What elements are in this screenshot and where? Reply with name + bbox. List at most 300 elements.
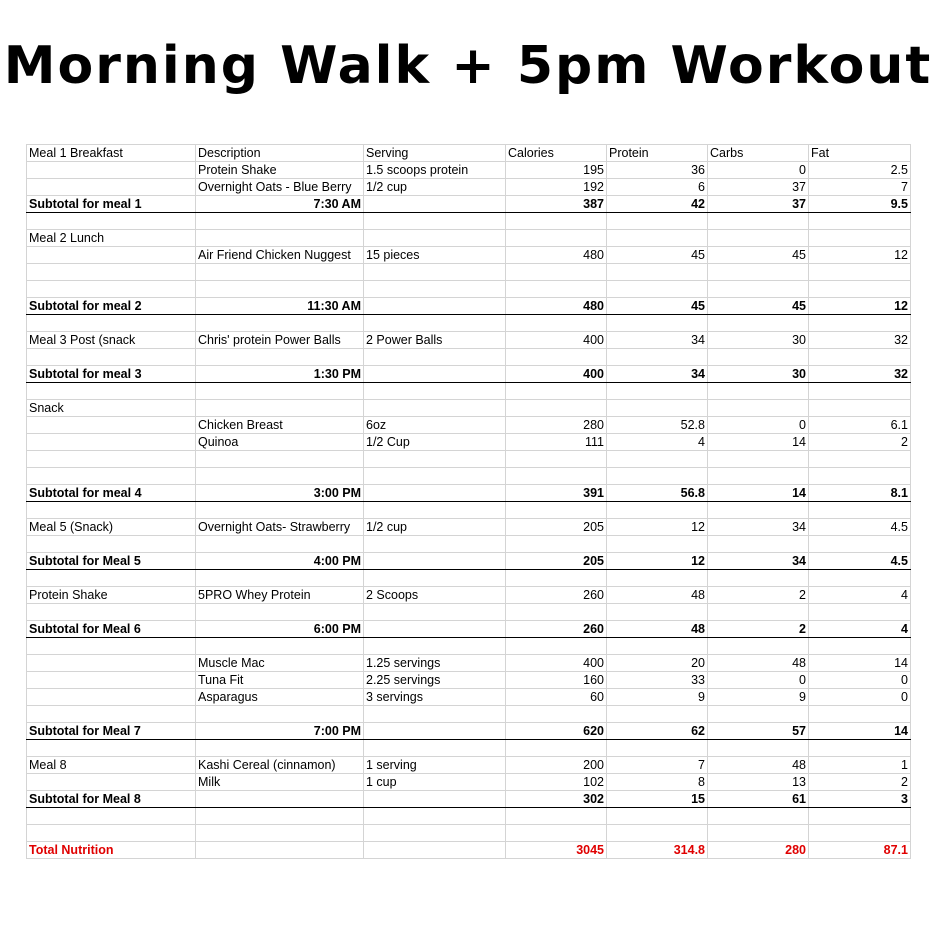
protein-cell[interactable] bbox=[607, 281, 708, 298]
meal-cell[interactable] bbox=[27, 706, 196, 723]
carbs-cell[interactable] bbox=[708, 213, 809, 230]
fat-cell[interactable] bbox=[809, 502, 911, 519]
description-cell[interactable]: 11:30 AM bbox=[196, 298, 364, 315]
calories-cell[interactable]: 480 bbox=[506, 247, 607, 264]
meal-cell[interactable] bbox=[27, 672, 196, 689]
header-cell-serving[interactable]: Serving bbox=[364, 145, 506, 162]
description-cell[interactable]: Chris' protein Power Balls bbox=[196, 332, 364, 349]
calories-cell[interactable]: 400 bbox=[506, 655, 607, 672]
meal-cell[interactable]: Subtotal for Meal 6 bbox=[27, 621, 196, 638]
fat-cell[interactable] bbox=[809, 451, 911, 468]
meal-cell[interactable] bbox=[27, 434, 196, 451]
carbs-cell[interactable] bbox=[708, 502, 809, 519]
meal-cell[interactable]: Protein Shake bbox=[27, 587, 196, 604]
fat-cell[interactable]: 14 bbox=[809, 655, 911, 672]
meal-cell[interactable] bbox=[27, 281, 196, 298]
meal-cell[interactable] bbox=[27, 213, 196, 230]
meal-cell[interactable]: Meal 5 (Snack) bbox=[27, 519, 196, 536]
fat-cell[interactable] bbox=[809, 213, 911, 230]
table-row bbox=[27, 825, 911, 842]
meal-cell[interactable]: Subtotal for Meal 7 bbox=[27, 723, 196, 740]
description-cell[interactable]: Kashi Cereal (cinnamon) bbox=[196, 757, 364, 774]
meal-cell[interactable]: Meal 8 bbox=[27, 757, 196, 774]
carbs-cell[interactable] bbox=[708, 706, 809, 723]
fat-cell[interactable] bbox=[809, 570, 911, 587]
fat-cell[interactable]: 2 bbox=[809, 774, 911, 791]
calories-cell[interactable] bbox=[506, 264, 607, 281]
calories-cell[interactable]: 391 bbox=[506, 485, 607, 502]
serving-cell[interactable]: 1/2 Cup bbox=[364, 434, 506, 451]
fat-cell[interactable] bbox=[809, 230, 911, 247]
serving-cell[interactable]: 1.5 scoops protein bbox=[364, 162, 506, 179]
description-cell[interactable] bbox=[196, 808, 364, 825]
protein-cell[interactable] bbox=[607, 706, 708, 723]
serving-cell[interactable] bbox=[364, 536, 506, 553]
meal-cell[interactable]: Snack bbox=[27, 400, 196, 417]
calories-cell[interactable]: 387 bbox=[506, 196, 607, 213]
calories-cell[interactable]: 302 bbox=[506, 791, 607, 808]
description-cell[interactable] bbox=[196, 536, 364, 553]
serving-cell[interactable] bbox=[364, 230, 506, 247]
calories-cell[interactable] bbox=[506, 213, 607, 230]
protein-cell[interactable]: 6 bbox=[607, 179, 708, 196]
protein-cell[interactable]: 8 bbox=[607, 774, 708, 791]
protein-cell[interactable] bbox=[607, 740, 708, 757]
calories-cell[interactable]: 205 bbox=[506, 553, 607, 570]
carbs-cell[interactable] bbox=[708, 230, 809, 247]
calories-cell[interactable]: 205 bbox=[506, 519, 607, 536]
description-cell[interactable]: 7:00 PM bbox=[196, 723, 364, 740]
serving-cell[interactable] bbox=[364, 383, 506, 400]
protein-cell[interactable]: 34 bbox=[607, 332, 708, 349]
meal-cell[interactable] bbox=[27, 383, 196, 400]
meal-cell[interactable] bbox=[27, 349, 196, 366]
carbs-cell[interactable]: 48 bbox=[708, 757, 809, 774]
serving-cell[interactable]: 1.25 servings bbox=[364, 655, 506, 672]
fat-cell[interactable] bbox=[809, 468, 911, 485]
serving-cell[interactable] bbox=[364, 264, 506, 281]
protein-cell[interactable] bbox=[607, 349, 708, 366]
description-cell[interactable] bbox=[196, 502, 364, 519]
description-cell[interactable] bbox=[196, 315, 364, 332]
protein-cell[interactable] bbox=[607, 400, 708, 417]
serving-cell[interactable] bbox=[364, 349, 506, 366]
calories-cell[interactable] bbox=[506, 281, 607, 298]
meal-cell[interactable]: Subtotal for meal 2 bbox=[27, 298, 196, 315]
serving-cell[interactable]: 3 servings bbox=[364, 689, 506, 706]
protein-cell[interactable] bbox=[607, 502, 708, 519]
description-cell[interactable]: Muscle Mac bbox=[196, 655, 364, 672]
protein-cell[interactable]: 4 bbox=[607, 434, 708, 451]
fat-cell[interactable] bbox=[809, 264, 911, 281]
protein-cell[interactable]: 20 bbox=[607, 655, 708, 672]
fat-cell[interactable]: 2 bbox=[809, 434, 911, 451]
serving-cell[interactable]: 1 serving bbox=[364, 757, 506, 774]
protein-cell[interactable]: 62 bbox=[607, 723, 708, 740]
fat-cell[interactable]: 32 bbox=[809, 366, 911, 383]
header-cell-calories[interactable]: Calories bbox=[506, 145, 607, 162]
carbs-cell[interactable]: 37 bbox=[708, 179, 809, 196]
fat-cell[interactable] bbox=[809, 281, 911, 298]
serving-cell[interactable] bbox=[364, 570, 506, 587]
protein-cell[interactable]: 7 bbox=[607, 757, 708, 774]
description-cell[interactable] bbox=[196, 740, 364, 757]
serving-cell[interactable] bbox=[364, 400, 506, 417]
fat-cell[interactable]: 14 bbox=[809, 723, 911, 740]
description-cell[interactable] bbox=[196, 281, 364, 298]
protein-cell[interactable] bbox=[607, 604, 708, 621]
meal-cell[interactable] bbox=[27, 638, 196, 655]
carbs-cell[interactable]: 61 bbox=[708, 791, 809, 808]
description-cell[interactable]: 5PRO Whey Protein bbox=[196, 587, 364, 604]
calories-cell[interactable]: 480 bbox=[506, 298, 607, 315]
carbs-cell[interactable]: 30 bbox=[708, 332, 809, 349]
serving-cell[interactable] bbox=[364, 604, 506, 621]
carbs-cell[interactable]: 0 bbox=[708, 417, 809, 434]
fat-cell[interactable] bbox=[809, 638, 911, 655]
meal-cell[interactable] bbox=[27, 162, 196, 179]
protein-cell[interactable]: 45 bbox=[607, 247, 708, 264]
calories-cell[interactable]: 160 bbox=[506, 672, 607, 689]
calories-cell[interactable] bbox=[506, 740, 607, 757]
fat-cell[interactable] bbox=[809, 604, 911, 621]
description-cell[interactable]: Overnight Oats- Strawberry bbox=[196, 519, 364, 536]
fat-cell[interactable]: 7 bbox=[809, 179, 911, 196]
serving-cell[interactable]: 1/2 cup bbox=[364, 179, 506, 196]
carbs-cell[interactable] bbox=[708, 468, 809, 485]
serving-cell[interactable] bbox=[364, 706, 506, 723]
meal-cell[interactable]: Subtotal for meal 4 bbox=[27, 485, 196, 502]
fat-cell[interactable]: 87.1 bbox=[809, 842, 911, 859]
description-cell[interactable] bbox=[196, 349, 364, 366]
protein-cell[interactable] bbox=[607, 825, 708, 842]
protein-cell[interactable]: 12 bbox=[607, 553, 708, 570]
fat-cell[interactable] bbox=[809, 808, 911, 825]
calories-cell[interactable] bbox=[506, 451, 607, 468]
serving-cell[interactable]: 2.25 servings bbox=[364, 672, 506, 689]
description-cell[interactable] bbox=[196, 638, 364, 655]
carbs-cell[interactable]: 2 bbox=[708, 587, 809, 604]
fat-cell[interactable]: 0 bbox=[809, 689, 911, 706]
meal-cell[interactable]: Subtotal for meal 1 bbox=[27, 196, 196, 213]
calories-cell[interactable]: 400 bbox=[506, 332, 607, 349]
meal-cell[interactable]: Meal 2 Lunch bbox=[27, 230, 196, 247]
fat-cell[interactable] bbox=[809, 706, 911, 723]
protein-cell[interactable]: 9 bbox=[607, 689, 708, 706]
meal-cell[interactable]: Subtotal for Meal 8 bbox=[27, 791, 196, 808]
calories-cell[interactable]: 260 bbox=[506, 621, 607, 638]
serving-cell[interactable] bbox=[364, 213, 506, 230]
meal-cell[interactable]: Subtotal for Meal 5 bbox=[27, 553, 196, 570]
serving-cell[interactable] bbox=[364, 315, 506, 332]
calories-cell[interactable] bbox=[506, 604, 607, 621]
carbs-cell[interactable]: 45 bbox=[708, 247, 809, 264]
carbs-cell[interactable] bbox=[708, 400, 809, 417]
protein-cell[interactable] bbox=[607, 570, 708, 587]
calories-cell[interactable] bbox=[506, 808, 607, 825]
carbs-cell[interactable] bbox=[708, 808, 809, 825]
calories-cell[interactable] bbox=[506, 502, 607, 519]
meal-cell[interactable] bbox=[27, 315, 196, 332]
subtotal-row bbox=[27, 196, 911, 213]
fat-cell[interactable]: 4 bbox=[809, 621, 911, 638]
carbs-cell[interactable]: 34 bbox=[708, 553, 809, 570]
description-cell[interactable]: 3:00 PM bbox=[196, 485, 364, 502]
description-cell[interactable] bbox=[196, 468, 364, 485]
fat-cell[interactable]: 3 bbox=[809, 791, 911, 808]
carbs-cell[interactable] bbox=[708, 349, 809, 366]
fat-cell[interactable] bbox=[809, 400, 911, 417]
meal-cell[interactable] bbox=[27, 264, 196, 281]
description-cell[interactable] bbox=[196, 264, 364, 281]
serving-cell[interactable] bbox=[364, 621, 506, 638]
calories-cell[interactable] bbox=[506, 315, 607, 332]
carbs-cell[interactable]: 57 bbox=[708, 723, 809, 740]
serving-cell[interactable] bbox=[364, 808, 506, 825]
table-row bbox=[27, 247, 911, 264]
calories-cell[interactable]: 102 bbox=[506, 774, 607, 791]
carbs-cell[interactable]: 0 bbox=[708, 162, 809, 179]
description-cell[interactable] bbox=[196, 400, 364, 417]
calories-cell[interactable] bbox=[506, 570, 607, 587]
serving-cell[interactable]: 2 Scoops bbox=[364, 587, 506, 604]
fat-cell[interactable] bbox=[809, 825, 911, 842]
protein-cell[interactable]: 42 bbox=[607, 196, 708, 213]
description-cell[interactable] bbox=[196, 570, 364, 587]
calories-cell[interactable]: 260 bbox=[506, 587, 607, 604]
serving-cell[interactable] bbox=[364, 638, 506, 655]
fat-cell[interactable]: 12 bbox=[809, 247, 911, 264]
description-cell[interactable]: 1:30 PM bbox=[196, 366, 364, 383]
calories-cell[interactable] bbox=[506, 536, 607, 553]
carbs-cell[interactable] bbox=[708, 264, 809, 281]
calories-cell[interactable]: 200 bbox=[506, 757, 607, 774]
description-cell[interactable] bbox=[196, 825, 364, 842]
fat-cell[interactable] bbox=[809, 383, 911, 400]
description-cell[interactable] bbox=[196, 791, 364, 808]
carbs-cell[interactable] bbox=[708, 383, 809, 400]
total-row bbox=[27, 842, 911, 859]
protein-cell[interactable] bbox=[607, 213, 708, 230]
description-cell[interactable] bbox=[196, 451, 364, 468]
description-cell[interactable] bbox=[196, 604, 364, 621]
carbs-cell[interactable]: 45 bbox=[708, 298, 809, 315]
serving-cell[interactable] bbox=[364, 723, 506, 740]
serving-cell[interactable] bbox=[364, 468, 506, 485]
protein-cell[interactable]: 52.8 bbox=[607, 417, 708, 434]
carbs-cell[interactable] bbox=[708, 604, 809, 621]
meal-cell[interactable] bbox=[27, 774, 196, 791]
header-cell-fat[interactable]: Fat bbox=[809, 145, 911, 162]
calories-cell[interactable]: 60 bbox=[506, 689, 607, 706]
calories-cell[interactable] bbox=[506, 706, 607, 723]
meal-cell[interactable] bbox=[27, 808, 196, 825]
calories-cell[interactable]: 195 bbox=[506, 162, 607, 179]
serving-cell[interactable]: 1/2 cup bbox=[364, 519, 506, 536]
fat-cell[interactable]: 32 bbox=[809, 332, 911, 349]
protein-cell[interactable] bbox=[607, 451, 708, 468]
carbs-cell[interactable]: 0 bbox=[708, 672, 809, 689]
fat-cell[interactable]: 8.1 bbox=[809, 485, 911, 502]
carbs-cell[interactable]: 30 bbox=[708, 366, 809, 383]
calories-cell[interactable]: 3045 bbox=[506, 842, 607, 859]
protein-cell[interactable]: 56.8 bbox=[607, 485, 708, 502]
carbs-cell[interactable]: 48 bbox=[708, 655, 809, 672]
fat-cell[interactable] bbox=[809, 536, 911, 553]
meal-cell[interactable] bbox=[27, 451, 196, 468]
meal-cell[interactable]: Total Nutrition bbox=[27, 842, 196, 859]
description-cell[interactable]: Milk bbox=[196, 774, 364, 791]
description-cell[interactable]: Tuna Fit bbox=[196, 672, 364, 689]
meal-cell[interactable] bbox=[27, 417, 196, 434]
fat-cell[interactable]: 12 bbox=[809, 298, 911, 315]
calories-cell[interactable] bbox=[506, 230, 607, 247]
serving-cell[interactable] bbox=[364, 740, 506, 757]
carbs-cell[interactable]: 37 bbox=[708, 196, 809, 213]
description-cell[interactable]: 7:30 AM bbox=[196, 196, 364, 213]
protein-cell[interactable] bbox=[607, 383, 708, 400]
carbs-cell[interactable]: 34 bbox=[708, 519, 809, 536]
description-cell[interactable]: Quinoa bbox=[196, 434, 364, 451]
meal-cell[interactable] bbox=[27, 247, 196, 264]
serving-cell[interactable] bbox=[364, 451, 506, 468]
protein-cell[interactable]: 48 bbox=[607, 587, 708, 604]
description-cell[interactable] bbox=[196, 230, 364, 247]
meal-cell[interactable] bbox=[27, 740, 196, 757]
protein-cell[interactable] bbox=[607, 315, 708, 332]
calories-cell[interactable]: 192 bbox=[506, 179, 607, 196]
meal-cell[interactable] bbox=[27, 536, 196, 553]
protein-cell[interactable] bbox=[607, 468, 708, 485]
protein-cell[interactable] bbox=[607, 264, 708, 281]
serving-cell[interactable] bbox=[364, 553, 506, 570]
protein-cell[interactable]: 45 bbox=[607, 298, 708, 315]
description-cell[interactable] bbox=[196, 842, 364, 859]
protein-cell[interactable] bbox=[607, 230, 708, 247]
meal-cell[interactable] bbox=[27, 502, 196, 519]
serving-cell[interactable] bbox=[364, 502, 506, 519]
carbs-cell[interactable] bbox=[708, 570, 809, 587]
fat-cell[interactable]: 4 bbox=[809, 587, 911, 604]
carbs-cell[interactable]: 13 bbox=[708, 774, 809, 791]
calories-cell[interactable] bbox=[506, 468, 607, 485]
fat-cell[interactable]: 2.5 bbox=[809, 162, 911, 179]
meal-cell[interactable] bbox=[27, 825, 196, 842]
meal-cell[interactable]: Subtotal for meal 3 bbox=[27, 366, 196, 383]
carbs-cell[interactable] bbox=[708, 740, 809, 757]
protein-cell[interactable]: 15 bbox=[607, 791, 708, 808]
serving-cell[interactable] bbox=[364, 825, 506, 842]
carbs-cell[interactable] bbox=[708, 315, 809, 332]
serving-cell[interactable] bbox=[364, 485, 506, 502]
header-cell-carbs[interactable]: Carbs bbox=[708, 145, 809, 162]
protein-cell[interactable] bbox=[607, 536, 708, 553]
description-cell[interactable] bbox=[196, 706, 364, 723]
protein-cell[interactable]: 314.8 bbox=[607, 842, 708, 859]
meal-cell[interactable] bbox=[27, 570, 196, 587]
meal-cell[interactable] bbox=[27, 689, 196, 706]
fat-cell[interactable]: 1 bbox=[809, 757, 911, 774]
serving-cell[interactable] bbox=[364, 281, 506, 298]
description-cell[interactable]: 6:00 PM bbox=[196, 621, 364, 638]
header-cell-description[interactable]: Description bbox=[196, 145, 364, 162]
fat-cell[interactable] bbox=[809, 315, 911, 332]
carbs-cell[interactable]: 280 bbox=[708, 842, 809, 859]
carbs-cell[interactable] bbox=[708, 451, 809, 468]
meal-cell[interactable]: Meal 3 Post (snack bbox=[27, 332, 196, 349]
serving-cell[interactable] bbox=[364, 196, 506, 213]
carbs-cell[interactable] bbox=[708, 536, 809, 553]
calories-cell[interactable]: 280 bbox=[506, 417, 607, 434]
subtotal-row bbox=[27, 621, 911, 638]
description-cell[interactable]: Chicken Breast bbox=[196, 417, 364, 434]
serving-cell[interactable] bbox=[364, 366, 506, 383]
calories-cell[interactable]: 400 bbox=[506, 366, 607, 383]
description-cell[interactable]: 4:00 PM bbox=[196, 553, 364, 570]
calories-cell[interactable] bbox=[506, 638, 607, 655]
description-cell[interactable]: Air Friend Chicken Nuggest bbox=[196, 247, 364, 264]
protein-cell[interactable]: 33 bbox=[607, 672, 708, 689]
protein-cell[interactable]: 12 bbox=[607, 519, 708, 536]
calories-cell[interactable]: 111 bbox=[506, 434, 607, 451]
serving-cell[interactable]: 2 Power Balls bbox=[364, 332, 506, 349]
serving-cell[interactable]: 15 pieces bbox=[364, 247, 506, 264]
carbs-cell[interactable]: 14 bbox=[708, 434, 809, 451]
header-cell-meal[interactable]: Meal 1 Breakfast bbox=[27, 145, 196, 162]
carbs-cell[interactable]: 9 bbox=[708, 689, 809, 706]
protein-cell[interactable] bbox=[607, 638, 708, 655]
carbs-cell[interactable] bbox=[708, 281, 809, 298]
fat-cell[interactable] bbox=[809, 740, 911, 757]
carbs-cell[interactable]: 14 bbox=[708, 485, 809, 502]
description-cell[interactable]: Asparagus bbox=[196, 689, 364, 706]
description-cell[interactable] bbox=[196, 383, 364, 400]
serving-cell[interactable] bbox=[364, 842, 506, 859]
protein-cell[interactable]: 48 bbox=[607, 621, 708, 638]
calories-cell[interactable] bbox=[506, 383, 607, 400]
protein-cell[interactable]: 34 bbox=[607, 366, 708, 383]
meal-cell[interactable] bbox=[27, 468, 196, 485]
serving-cell[interactable] bbox=[364, 298, 506, 315]
fat-cell[interactable]: 4.5 bbox=[809, 519, 911, 536]
fat-cell[interactable]: 6.1 bbox=[809, 417, 911, 434]
serving-cell[interactable] bbox=[364, 791, 506, 808]
carbs-cell[interactable]: 2 bbox=[708, 621, 809, 638]
fat-cell[interactable]: 4.5 bbox=[809, 553, 911, 570]
calories-cell[interactable]: 620 bbox=[506, 723, 607, 740]
meal-cell[interactable] bbox=[27, 179, 196, 196]
calories-cell[interactable] bbox=[506, 400, 607, 417]
description-cell[interactable] bbox=[196, 213, 364, 230]
calories-cell[interactable] bbox=[506, 349, 607, 366]
meal-cell[interactable] bbox=[27, 655, 196, 672]
fat-cell[interactable]: 9.5 bbox=[809, 196, 911, 213]
serving-cell[interactable]: 6oz bbox=[364, 417, 506, 434]
carbs-cell[interactable] bbox=[708, 825, 809, 842]
description-cell[interactable]: Overnight Oats - Blue Berry bbox=[196, 179, 364, 196]
protein-cell[interactable]: 36 bbox=[607, 162, 708, 179]
fat-cell[interactable] bbox=[809, 349, 911, 366]
calories-cell[interactable] bbox=[506, 825, 607, 842]
fat-cell[interactable]: 0 bbox=[809, 672, 911, 689]
meal-cell[interactable] bbox=[27, 604, 196, 621]
header-cell-protein[interactable]: Protein bbox=[607, 145, 708, 162]
carbs-cell[interactable] bbox=[708, 638, 809, 655]
description-cell[interactable]: Protein Shake bbox=[196, 162, 364, 179]
subtotal-row bbox=[27, 553, 911, 570]
protein-cell[interactable] bbox=[607, 808, 708, 825]
serving-cell[interactable]: 1 cup bbox=[364, 774, 506, 791]
